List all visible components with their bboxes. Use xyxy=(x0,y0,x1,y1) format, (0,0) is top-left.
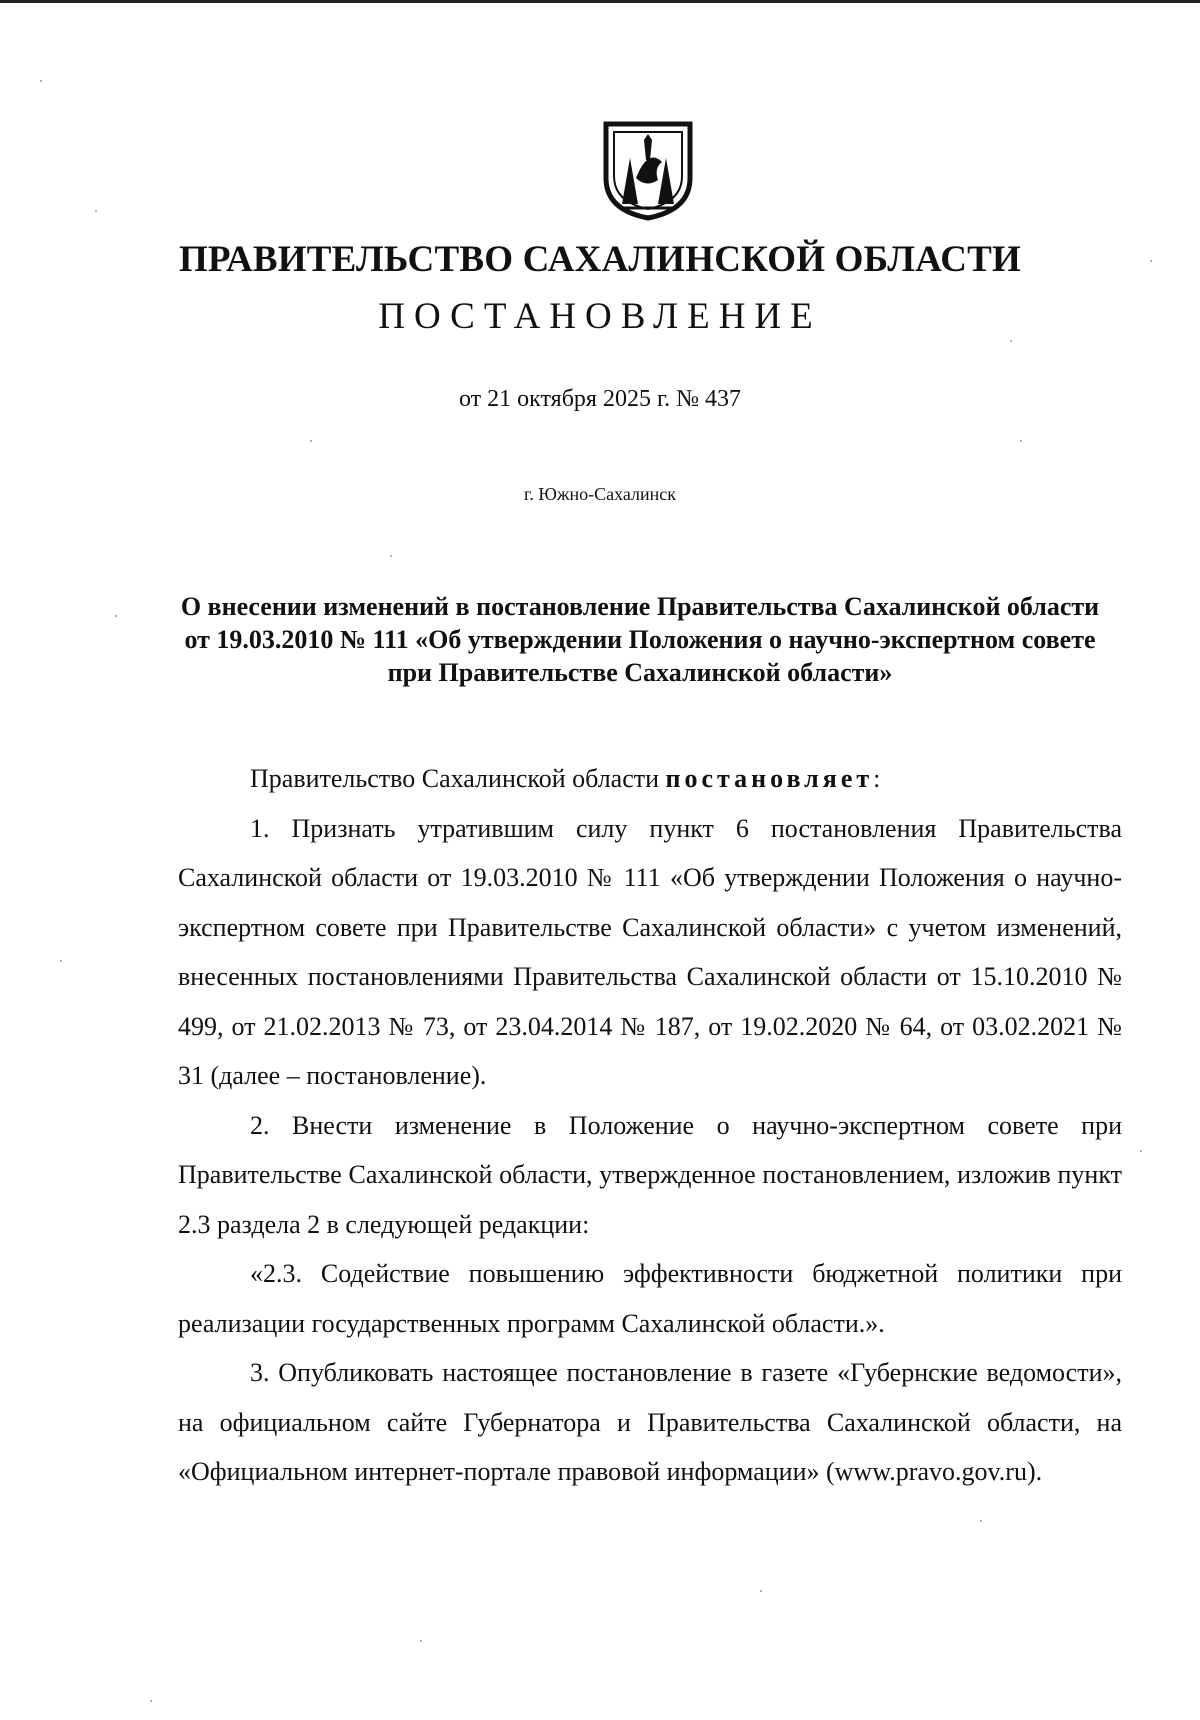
paragraph-3: 3. Опубликовать настоящее постановление в газете «Губернские ведомости», на официальном сайте Губернатора и Правительства Сахалинской области, на «Официальном интернет-портале правовой информации» (www.pravo.gov.ru). xyxy=(178,1358,1122,1486)
government-name: ПРАВИТЕЛЬСТВО САХАЛИНСКОЙ ОБЛАСТИ xyxy=(178,239,1022,280)
preamble-verb: постановляет xyxy=(665,764,874,793)
document-type: ПОСТАНОВЛЕНИЕ xyxy=(378,296,822,337)
document-date-number: от 21 октября 2025 г. № 437 xyxy=(458,386,741,412)
paragraph-1: 1. Признать утратившим силу пункт 6 постановления Правительства Сахалинской области от 19.03.2010 № 111 «Об утверждении Положения о научно-экспертном совете при Правительстве Сахалинской области» с учетом изменений, внесенных постановлениями Правительства Сахалинской области от 15.10.2010 № 499, от 21.02.2013 № 73, от 23.04.2014 № 187, от 19.02.2020 № 64, от 03.02.2021 № 31 (далее – постановление). xyxy=(178,813,1122,1090)
paragraph-2: 2. Внести изменение в Положение о научно-экспертном совете при Правительстве Сахалинской области, утвержденное постановлением, изложив пункт 2.3 раздела 2 в следующей редакции: xyxy=(178,1110,1122,1239)
scan-top-border xyxy=(0,0,1200,3)
paragraph-2-quote: «2.3. Содействие повышению эффективности бюджетной политики при реализации государственных программ Сахалинской области.». xyxy=(178,1259,1122,1338)
document-title: О внесении изменений в постановление Правительства Сахалинской области от 19.03.2010 № 111 «Об утверждении Положения о научно-экспертном совете при Правительстве Сахалинской области» xyxy=(180,592,1100,687)
document-body xyxy=(178,754,1122,1497)
preamble-start: Правительство Сахалинской области xyxy=(250,764,666,793)
coat-of-arms-icon xyxy=(600,118,696,222)
preamble xyxy=(178,754,1122,804)
preamble-end: : xyxy=(873,764,881,793)
document-place: г. Южно-Сахалинск xyxy=(523,484,677,504)
